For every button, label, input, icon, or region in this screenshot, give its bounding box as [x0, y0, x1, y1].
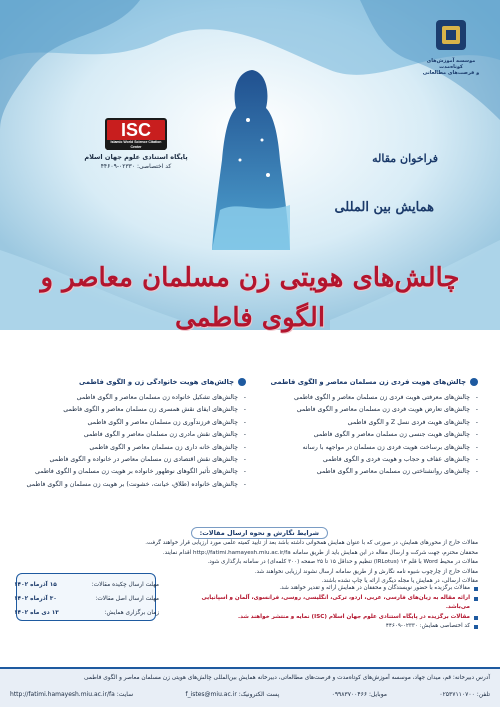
list-item: - چالش‌های نقش اقتصادی زن مسلمان معاصر در خانواده و الگوی فاطمی	[18, 454, 246, 466]
column-heading: چالش‌های هویت خانوادگی زن و الگوی فاطمی	[18, 378, 246, 386]
list-item: - چالش‌های عفاف و حجاب و هویت فردی و الگوی فاطمی	[250, 454, 478, 466]
note-item: مقالات برگزیده در پایگاه استنادی علوم جهان اسلام (ISC) نمایه و منتشر خواهند شد.	[178, 613, 478, 623]
note-item: کد اختصاصی همایش: ۰۲۳۳۰-۴۴۶۰۹	[178, 622, 478, 632]
institute-name-line1: موسسه آموزش‌های کوتاه‌مدت	[426, 58, 476, 70]
topics-column-family	[18, 378, 246, 491]
footer	[0, 667, 500, 707]
list-item: - چالش‌های ایفای نقش همسری زن مسلمان معاصر و الگوی فاطمی	[18, 404, 246, 416]
list-item: - چالش‌های نقش مادری زن مسلمان معاصر و الگوی فاطمی	[18, 429, 246, 441]
list-item: - چالش‌های برساخت هویت فردی زن مسلمان در مواجهه با رسانه	[250, 442, 478, 454]
footer-website[interactable]: سایت: http://fatimi.hamayesh.miu.ac.ir/fa	[10, 691, 134, 698]
bullet-icon	[238, 378, 246, 386]
important-dates	[14, 578, 159, 620]
footer-mobile: موبایل: ۰۹۹۸۳۷۰۰۴۶۶	[331, 691, 388, 698]
footer-contacts	[10, 688, 490, 702]
list-item: - چالش‌های تعارض هویت فردی زن مسلمان معاصر و الگوی فاطمی	[250, 404, 478, 416]
list-item: - چالش‌های فرزندآوری زن مسلمان معاصر و الگوی فاطمی	[18, 417, 246, 429]
date-value: ۳۰ آذرماه ۱۴۰۲	[14, 596, 57, 602]
rule-line: محققان محترم، جهت شرکت و ارسال مقاله در این همایش باید از طریق سامانه http://fatimi.hamayesh.miu.ac.ir/fa اقدام نمایند.	[162, 549, 478, 556]
note-item: مقالات برگزیده با حضور نویسندگان و محققان در همایش ارائه و تقدیر خواهند شد.	[178, 584, 478, 594]
rule-line: مقالات خارج از چارچوب شیوه نامه نگارش و از طریق سامانه ارسال نشوند ارزیابی نخواهند شد.	[254, 568, 478, 575]
footer-email[interactable]: پست الکترونیک: f_istes@miu.ac.ir	[185, 691, 280, 698]
isc-code: کد اختصاصی: ۰۲۳۳۰-۴۴۶۰۹	[100, 163, 172, 170]
date-value: ۱۵ آذرماه ۱۴۰۲	[14, 582, 57, 588]
column-heading: چالش‌های هویت فردی زن مسلمان معاصر و الگوی فاطمی	[250, 378, 478, 386]
rule-line: مقالات ارسالی، در همایش یا مجله دیگری ارائه یا چاپ نشده باشند.	[321, 578, 478, 585]
bullet-icon	[470, 378, 478, 386]
isc-logo	[105, 118, 167, 150]
date-label: زمان برگزاری همایش:	[104, 610, 159, 616]
list-item: - چالش‌های خانه داری زن مسلمان معاصر و الگوی فاطمی	[18, 442, 246, 454]
call-for-papers-label: فراخوان مقاله	[372, 152, 438, 165]
page-title: چالش‌های هویتی زن مسلمان معاصر و الگوی فاطمی	[40, 263, 460, 333]
institute-name-line2: و فرصت‌های مطالعاتی	[422, 70, 480, 76]
rule-line: مقالات خارج از محورهای همایش، در صورتی که با عنوان همایش همخوانی داشته باشد بعد از تایید کمیته علمی مورد ارزیابی قرار خواهند گرفت.	[145, 540, 478, 546]
date-row	[14, 606, 159, 620]
isc-block	[78, 118, 194, 170]
note-item: ارائه مقاله به زبان‌های فارسی، عربی، اردو، ترکی، انگلیسی، روسی، فرانسوی، آلمان و اسپانیایی می‌باشد.	[178, 594, 478, 613]
institute-emblem-icon	[434, 18, 468, 52]
date-row	[14, 578, 159, 592]
topic-list	[250, 392, 478, 479]
notes-list	[178, 584, 478, 632]
isc-logo-subtitle: Islamic World Science Citation Center	[107, 140, 165, 150]
date-row	[14, 592, 159, 606]
list-item: - چالش‌های خانواده (طلاق، خیانت، خشونت) بر هویت زن مسلمان و الگوی فاطمی	[18, 479, 246, 491]
list-item: - چالش‌های روانشناختی زن مسلمان معاصر و الگوی فاطمی	[250, 466, 478, 478]
topics-column-individual	[250, 378, 478, 479]
list-item: - چالش‌های هویت فردی نسل Z و الگوی فاطمی	[250, 417, 478, 429]
topic-list	[18, 392, 246, 491]
rules-heading: شرایط نگارش و نحوه ارسال مقالات:	[191, 527, 328, 539]
list-item: - چالش‌های تأثیر الگوهای نوظهور خانواده بر هویت زن مسلمان و الگوی فاطمی	[18, 466, 246, 478]
date-label: مهلت ارسال چکیده مقالات:	[91, 582, 159, 588]
list-item: - چالش‌های معرفتی هویت فردی زن مسلمان معاصر و الگوی فاطمی	[250, 392, 478, 404]
date-value: ۱۳ دی ماه ۱۴۰۲	[14, 610, 59, 616]
list-item: - چالش‌های هویت جنسی زن مسلمان معاصر و الگوی فاطمی	[250, 429, 478, 441]
rule-line: مقالات در محیط Word با قلم ۱۴ (IRLotus) تنظیم و حداقل ۱۵ تا ۲۵ صفحه (۳۰۰ کلمه‌ای) در سامانه بارگذاری شود.	[207, 559, 478, 566]
date-label: مهلت ارسال اصل مقالات:	[95, 596, 159, 602]
isc-name: پایگاه استنادی علوم جهان اسلام	[84, 153, 188, 161]
list-item: - چالش‌های تشکیل خانواده زن مسلمان معاصر و الگوی فاطمی	[18, 392, 246, 404]
isc-logo-text: ISC	[120, 120, 151, 140]
footer-address: آدرس دبیرخانه: قم، میدان جهاد، موسسه آموزش‌های کوتاه‌مدت و فرصت‌های مطالعاتی، دبیرخانه همایش بین‌المللی چالش‌های هویتی زن مسلمان معاصر و الگوی فاطمی	[84, 675, 490, 681]
conference-label: همایش بین المللی	[334, 200, 434, 215]
institute-logo	[420, 18, 482, 82]
footer-phone: تلفن: ۰۲۵۳۷۱۱۰۷۰۰	[439, 691, 490, 698]
